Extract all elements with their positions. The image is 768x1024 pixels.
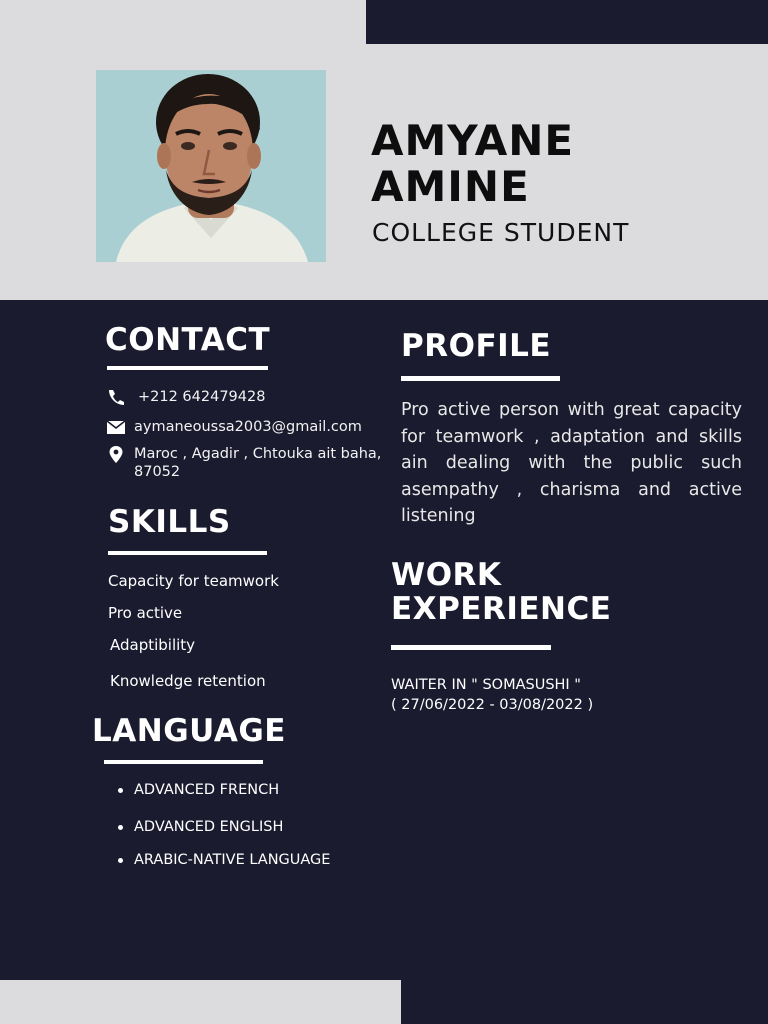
contact-email-row	[106, 418, 362, 436]
last-name: AMINE	[371, 162, 530, 211]
work-heading-line-1: WORK	[391, 557, 502, 593]
bullet-icon	[118, 825, 123, 830]
language-item	[118, 782, 279, 798]
profile-summary: Pro active person with great capacity for teamwork , adaptation and skills ain dealing with the public such asempathy , charisma and active listening	[401, 400, 742, 526]
first-name: AMYANE	[371, 116, 575, 165]
email-icon	[106, 418, 126, 436]
decorative-top-bar	[366, 0, 768, 44]
address	[134, 445, 381, 481]
contact-phone-row	[106, 388, 265, 406]
skill-item: Pro active	[108, 604, 183, 622]
work-underline	[391, 645, 551, 650]
phone-icon	[106, 388, 126, 406]
language-item	[118, 852, 330, 868]
full-name	[371, 118, 751, 210]
skills-underline	[108, 551, 267, 555]
work-heading-line-2: EXPERIENCE	[391, 591, 612, 627]
address-line-1: Maroc , Agadir , Chtouka ait baha,	[134, 446, 382, 462]
language-item	[118, 819, 283, 835]
location-pin-icon	[106, 445, 126, 463]
skills-heading: SKILLS	[108, 504, 231, 540]
work-dates: ( 27/06/2022 - 03/08/2022 )	[391, 697, 594, 713]
work-position: WAITER IN " SOMASUSHI "	[391, 677, 581, 693]
profile-photo	[96, 70, 326, 262]
job-title: COLLEGE STUDENT	[372, 218, 630, 247]
skill-item: Knowledge retention	[110, 672, 266, 690]
phone-number[interactable]: +212 642479428	[138, 389, 266, 405]
language-label: ARABIC-NATIVE LANGUAGE	[134, 852, 331, 868]
contact-underline	[107, 366, 268, 370]
decorative-bottom-bar	[0, 980, 401, 1024]
language-heading: LANGUAGE	[92, 713, 286, 749]
profile-heading: PROFILE	[401, 328, 552, 364]
address-line-2: 87052	[134, 464, 181, 480]
skill-item: Capacity for teamwork	[108, 572, 279, 590]
bullet-icon	[118, 858, 123, 863]
skill-item: Adaptibility	[110, 636, 196, 654]
bullet-icon	[118, 788, 123, 793]
profile-underline	[401, 376, 560, 381]
language-label: ADVANCED ENGLISH	[134, 819, 284, 835]
language-label: ADVANCED FRENCH	[134, 782, 280, 798]
contact-heading: CONTACT	[105, 322, 271, 358]
language-underline	[104, 760, 263, 764]
email-address[interactable]: aymaneoussa2003@gmail.com	[134, 419, 362, 435]
work-experience-heading	[391, 558, 611, 626]
contact-address-row	[106, 445, 381, 481]
